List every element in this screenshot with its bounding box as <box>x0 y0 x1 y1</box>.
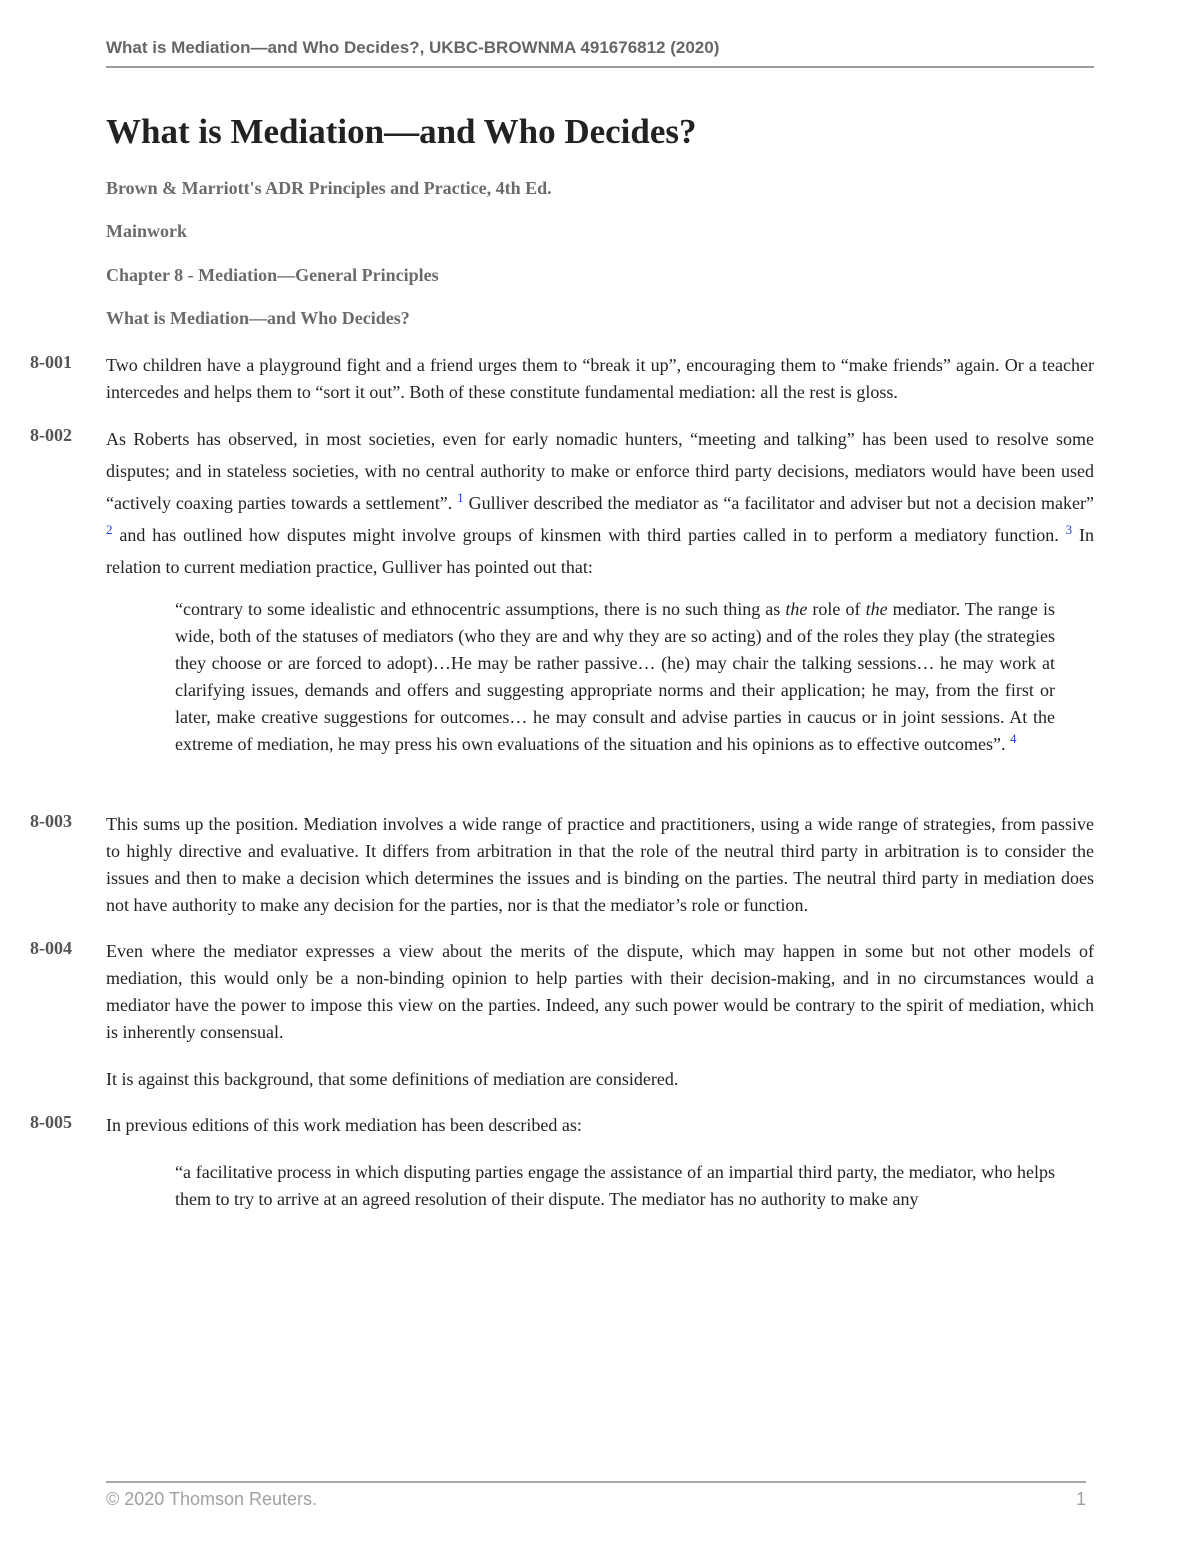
paragraph-number: 8-004 <box>30 938 72 958</box>
footnote-link-2[interactable]: 2 <box>106 522 113 537</box>
text-segment: and has outlined how disputes might involve groups of kinsmen with third parties called in to perform a mediatory function. <box>112 525 1059 545</box>
paragraph-text: In previous editions of this work mediation has been described as: <box>106 1115 582 1135</box>
source-title: Brown & Marriott's ADR Principles and Practice, 4th Ed. <box>106 178 552 198</box>
emphasis: the <box>865 599 888 619</box>
paragraph-8-005 <box>30 1112 1096 1139</box>
sub-heading: What is Mediation—and Who Decides? <box>106 308 410 328</box>
paragraph-8-004 <box>30 938 1096 1046</box>
paragraph-number: 8-003 <box>30 811 72 831</box>
text-segment: Gulliver described the mediator as “a facilitator and adviser but not a decision maker” <box>463 493 1094 513</box>
paragraph-8-003 <box>30 811 1096 919</box>
footnote-link-4[interactable]: 4 <box>1009 731 1017 746</box>
document-title: What is Mediation—and Who Decides? <box>106 112 697 151</box>
running-header: What is Mediation—and Who Decides?, UKBC-BROWNMA 491676812 (2020) <box>106 38 720 57</box>
paragraph-text: This sums up the position. Mediation involves a wide range of practice and practitioners, using a wide range of strategies, from passive to highly directive and evaluative. It differs from arbitration in that the role of the neutral third party in arbitration is to consider the issues and then to make a decision which determines the issues and is binding on the parties. The neutral third party in mediation does not have authority to make any decision for the parties, nor is that the mediator’s role or function. <box>106 814 1094 915</box>
paragraph-text <box>106 423 1094 583</box>
footer-divider <box>106 1481 1086 1483</box>
text-segment: In relation to current mediation practice, Gulliver has pointed out that: <box>106 525 1094 577</box>
paragraph-text: Two children have a playground fight and a friend urges them to “break it up”, encouraging them to “make friends” again. Or a teacher intercedes and helps them to “sort it out”. Both of these constitute fundamental mediation: all the rest is gloss. <box>106 355 1094 402</box>
block-quote: “a facilitative process in which disputing parties engage the assistance of an impartial third party, the mediator, who helps them to try to arrive at an agreed resolution of their dispute. The mediator has no authority to make any <box>175 1162 1055 1209</box>
footnote-link-1[interactable]: 1 <box>457 490 464 505</box>
paragraph-number: 8-001 <box>30 352 72 372</box>
footer-copyright: © 2020 Thomson Reuters. <box>106 1489 318 1509</box>
paragraph-number: 8-005 <box>30 1112 72 1132</box>
paragraph-text: Even where the mediator expresses a view about the merits of the dispute, which may happen in some but not other models of mediation, this would only be a non-binding opinion to help parties with their decision-making, and in no circumstances would a mediator have the power to impose this view on the parties. Indeed, any such power would be contrary to the spirit of mediation, which is inherently consensual. <box>106 941 1094 1042</box>
footnote-link-3[interactable]: 3 <box>1065 522 1073 537</box>
section-label: Mainwork <box>106 221 187 241</box>
header-divider <box>106 66 1094 68</box>
emphasis: the <box>785 599 808 619</box>
paragraph-8-001 <box>30 352 1096 406</box>
quote-segment: mediator. The range is wide, both of the statuses of mediators (who they are and why they are so acting) and of the roles they play (the strategies they choose or are forced to adopt)…He may be rather passive… (he) may chair the talking sessions… he may work at clarifying issues, demands and offers and suggesting appropriate norms and their application; he may, from the first or later, make creative suggestions for outcomes… he may consult and advise parties in caucus or in joint sessions. At the extreme of mediation, he may press his own evaluations of the situation and his opinions as to effective outcomes”. <box>175 599 1056 754</box>
block-quote <box>175 596 1055 758</box>
paragraph-8-002 <box>30 425 1096 583</box>
text-segment: As Roberts has observed, in most societies, even for early nomadic hunters, “meeting and talking” has been used to resolve some disputes; and in stateless societies, with no central authority to make or enforce third party decisions, mediators would have been used “actively coaxing parties towards a settlement”. <box>106 429 1094 513</box>
paragraph-number: 8-002 <box>30 425 72 445</box>
quote-segment: “contrary to some idealistic and ethnocentric assumptions, there is no such thing as <box>175 599 786 619</box>
chapter-heading: Chapter 8 - Mediation—General Principles <box>106 265 439 285</box>
quote-segment: role of <box>807 599 866 619</box>
paragraph-continuation: It is against this background, that some definitions of mediation are considered. <box>106 1069 679 1089</box>
page-number: 1 <box>1076 1489 1087 1509</box>
